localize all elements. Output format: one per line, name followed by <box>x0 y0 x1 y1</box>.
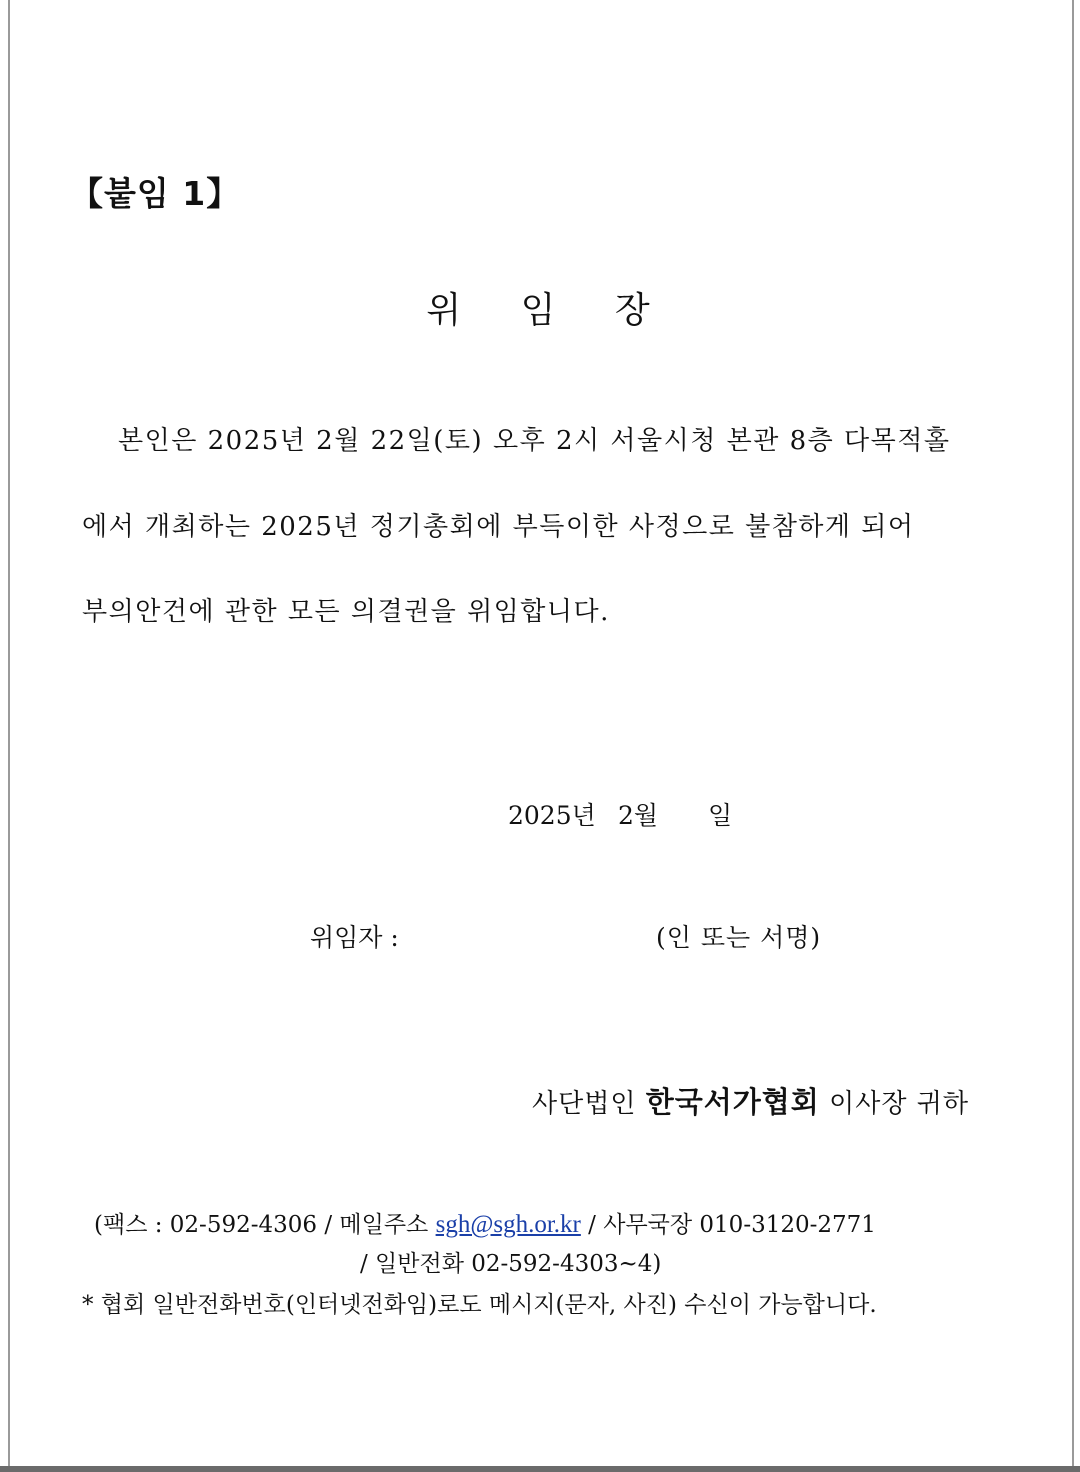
delegator-label: 위임자 : <box>310 923 399 952</box>
addressee <box>532 1080 969 1121</box>
body-line-1: 본인은 2025년 2월 22일(토) 오후 2시 서울시청 본관 8층 다목적홀 <box>118 426 951 456</box>
contact-line-1 <box>94 1206 876 1239</box>
date-year: 2025년 <box>508 801 596 830</box>
page-bottom-border <box>0 1466 1080 1472</box>
footnote: * 협회 일반전화번호(인터넷전화임)로도 메시지(문자, 사진) 수신이 가능합니다. <box>82 1292 877 1318</box>
body-line-3: 부의안건에 관한 모든 의결권을 위임합니다. <box>82 597 610 627</box>
document-title: 위 임 장 <box>426 290 674 331</box>
page-left-border <box>0 0 10 1472</box>
page-right-border <box>1072 0 1080 1472</box>
signature-note: (인 또는 서명) <box>656 923 822 952</box>
addressee-org: 한국서가협회 <box>645 1085 820 1119</box>
date-line <box>508 796 732 832</box>
addressee-suffix: 이사장 귀하 <box>829 1089 969 1119</box>
attachment-label: 【붙임 1】 <box>70 174 241 213</box>
date-month: 2월 <box>618 801 659 830</box>
contact-fax: (팩스 : 02-592-4306 / 메일주소 <box>94 1212 429 1238</box>
contact-line-2: / 일반전화 02-592-4303~4) <box>360 1251 662 1277</box>
addressee-prefix: 사단법인 <box>532 1089 637 1119</box>
contact-secretary: / 사무국장 010-3120-2771 <box>588 1212 876 1238</box>
date-day: 일 <box>708 801 733 830</box>
body-line-2: 에서 개최하는 2025년 정기총회에 부득이한 사정으로 불참하게 되어 <box>82 512 915 542</box>
email-link[interactable]: sgh@sgh.or.kr <box>435 1211 581 1238</box>
